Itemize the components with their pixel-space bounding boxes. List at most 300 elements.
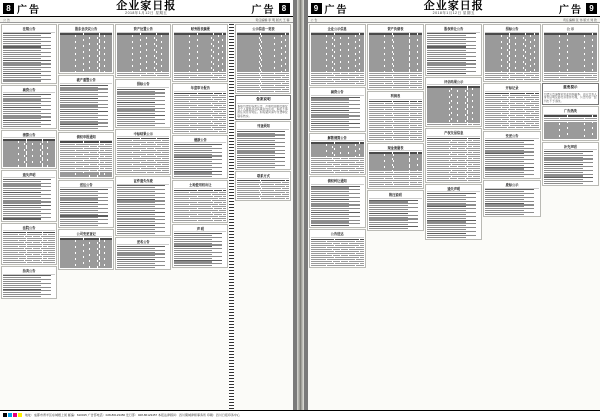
ad-block-title: 联系方式: [237, 173, 289, 180]
data-table: [311, 239, 364, 266]
ad-block[interactable]: [115, 237, 171, 270]
text-lines: [3, 179, 55, 220]
ad-block[interactable]: [58, 24, 114, 74]
table-row: [544, 79, 597, 80]
ad-block[interactable]: [172, 180, 228, 223]
data-table: [311, 142, 364, 173]
ad-block[interactable]: [1, 24, 57, 84]
ad-block-title: 遗失声明: [427, 186, 480, 193]
ad-block-title: 备案说明: [237, 97, 289, 104]
ad-block-title: 股东会决议公告: [60, 26, 112, 33]
table-cell: [399, 186, 406, 187]
ad-block-title: 利润表: [369, 93, 422, 100]
ad-block[interactable]: [309, 24, 366, 86]
right-ad-columns: [308, 23, 600, 410]
table-cell: [174, 79, 195, 80]
ad-block-title: 催款公告: [174, 137, 226, 144]
ad-block[interactable]: [542, 83, 599, 105]
table-row: [369, 87, 422, 88]
text-line: [3, 126, 41, 127]
table-cell: [393, 87, 409, 88]
table-cell: [369, 87, 393, 88]
ad-block[interactable]: [483, 180, 540, 217]
data-table: [544, 115, 597, 138]
table-cell: [544, 79, 566, 80]
table-cell: [174, 131, 189, 132]
text-line: [427, 73, 466, 74]
ad-block-title: 公示信息一览表: [237, 26, 289, 33]
table-cell: [451, 180, 467, 181]
text-line: [60, 128, 98, 129]
table-row: [311, 265, 364, 266]
text-lines: [311, 97, 364, 130]
text-lines: [117, 185, 169, 233]
table-cell: [360, 172, 364, 173]
ad-block-title: 年度审计报告: [174, 85, 226, 92]
ad-block[interactable]: [172, 224, 228, 268]
ad-block-title: 减资公告: [3, 87, 55, 94]
left-ad-columns: [0, 23, 293, 410]
ad-block-title: 解散清算公告: [311, 135, 364, 142]
ad-block[interactable]: [235, 24, 291, 94]
ad-block[interactable]: [367, 91, 424, 141]
page-folio-left-2: 8: [279, 3, 290, 14]
ad-block-title: 股权转让公告: [427, 26, 480, 33]
data-table: [237, 180, 289, 199]
data-table: [544, 33, 597, 80]
ad-block[interactable]: [235, 95, 291, 120]
text-lines: [117, 246, 169, 268]
ad-block[interactable]: [542, 142, 599, 186]
ad-block-title: 财务报表摘要: [174, 26, 226, 33]
table-cell: [468, 124, 472, 125]
page-gutter: [297, 0, 304, 410]
ad-block-title: 重要提示: [544, 85, 597, 92]
ad-block[interactable]: [58, 229, 114, 270]
table-cell: [356, 265, 364, 266]
ad-block[interactable]: [425, 77, 482, 127]
ad-block-title: 减资公告: [311, 89, 364, 96]
ad-block-title: 开标记录: [485, 85, 538, 92]
table-cell: [277, 198, 285, 199]
ad-block-title: 补充声明: [544, 144, 597, 151]
table-cell: [3, 165, 18, 166]
table-cell: [286, 198, 290, 199]
table-row: [485, 127, 538, 128]
ad-block[interactable]: [1, 130, 57, 169]
ad-block-title: 刊登须知: [237, 123, 289, 130]
ad-block-title: 破产重整公告: [60, 77, 112, 84]
ad-block-title: 声 明: [174, 226, 226, 233]
ad-block[interactable]: [58, 180, 114, 228]
ad-column: [115, 24, 171, 409]
ad-block-title: 评估结果公示: [427, 79, 480, 86]
table-cell: [369, 139, 385, 140]
table-cell: [43, 262, 51, 263]
table-row: [311, 172, 364, 173]
ad-block-title: 遗失声明: [3, 172, 55, 179]
table-row: [369, 139, 422, 140]
ad-block[interactable]: [483, 24, 540, 82]
text-line: [311, 225, 350, 226]
ad-block-title: 现金流量表: [369, 145, 422, 152]
table-cell: [260, 91, 267, 92]
table-cell: [157, 75, 165, 76]
ad-block[interactable]: [425, 184, 482, 240]
table-cell: [418, 87, 422, 88]
right-subbar-right: 责任编辑 张 伟 版式 刘 欣: [563, 18, 597, 22]
data-table: [117, 33, 169, 76]
table-cell: [139, 172, 146, 173]
text-lines: [485, 189, 538, 215]
table-row: [174, 220, 226, 221]
paper-title-left: 企业家日报: [116, 0, 176, 12]
ad-column: [172, 24, 228, 409]
table-cell: [508, 127, 515, 128]
text-lines: [3, 94, 55, 127]
table-cell: [165, 75, 169, 76]
ad-block[interactable]: [115, 79, 171, 127]
ad-block-title: 公 示: [544, 26, 597, 33]
table-cell: [335, 172, 351, 173]
table-cell: [485, 127, 507, 128]
right-masthead: [308, 0, 600, 17]
data-table: [60, 238, 112, 267]
table-row: [369, 186, 422, 187]
text-lines: [117, 89, 169, 126]
table-cell: [219, 131, 227, 132]
ad-block[interactable]: [309, 133, 366, 176]
table-row: [427, 180, 480, 181]
data-table: [60, 33, 112, 72]
table-cell: [105, 71, 113, 72]
table-row: [60, 175, 112, 176]
table-cell: [427, 124, 443, 125]
table-cell: [544, 137, 566, 138]
ad-block-title: 债权申报通知: [60, 134, 112, 141]
spread-footer: [0, 410, 600, 419]
table-cell: [48, 165, 56, 166]
ad-block-title: 中标结果公示: [117, 131, 169, 138]
table-row: [237, 91, 289, 92]
table-row: [60, 71, 112, 72]
text-lines: [60, 189, 112, 226]
text-line: [544, 183, 583, 184]
ad-block[interactable]: [425, 24, 482, 76]
table-cell: [452, 124, 468, 125]
table-cell: [90, 266, 97, 267]
table-cell: [468, 180, 476, 181]
ad-block[interactable]: [58, 132, 114, 179]
table-cell: [237, 91, 258, 92]
ad-column: [367, 24, 424, 409]
color-swatch: [3, 413, 7, 417]
ad-block-title: 证件遗失作废: [117, 178, 169, 185]
table-cell: [566, 137, 573, 138]
data-table: [174, 190, 226, 221]
table-cell: [212, 79, 226, 80]
table-cell: [473, 124, 481, 125]
text-line: [117, 233, 155, 234]
text-line: [237, 167, 275, 168]
ad-block[interactable]: [367, 190, 424, 231]
table-cell: [485, 79, 507, 80]
ad-block-title: 清算公告: [3, 132, 55, 139]
ad-column: [235, 24, 291, 409]
ad-block-title: 送达公告: [60, 182, 112, 189]
left-subbar-right: 责任编辑 李 明 版式 王 蓉: [255, 18, 289, 22]
ad-block[interactable]: [1, 223, 57, 266]
table-cell: [524, 79, 539, 80]
table-cell: [574, 79, 581, 80]
table-cell: [196, 79, 203, 80]
ad-block-title: 企业公示信息: [311, 26, 364, 33]
table-cell: [90, 175, 97, 176]
table-cell: [261, 198, 276, 199]
table-cell: [410, 87, 418, 88]
ad-block-title: 资产负债表: [369, 26, 422, 33]
text-lines: [311, 186, 364, 227]
text-lines: [427, 193, 480, 238]
text-lines: [544, 151, 597, 184]
color-swatch: [13, 413, 17, 417]
page-folio-right-2: 9: [586, 3, 597, 14]
ad-block[interactable]: [1, 170, 57, 222]
table-cell: [98, 175, 112, 176]
table-cell: [100, 71, 104, 72]
text-lines: [369, 200, 422, 229]
table-row: [237, 198, 289, 199]
table-cell: [407, 186, 422, 187]
page-folio-right: 9: [311, 3, 322, 14]
text-line: [174, 265, 212, 266]
data-table: [369, 101, 422, 140]
table-row: [485, 79, 538, 80]
table-cell: [141, 75, 156, 76]
table-cell: [76, 71, 84, 72]
table-cell: [335, 265, 351, 266]
ad-block[interactable]: [425, 128, 482, 182]
table-cell: [174, 220, 197, 221]
ad-block-title: 招标公告: [485, 26, 538, 33]
table-cell: [385, 139, 393, 140]
table-cell: [214, 220, 222, 221]
table-cell: [275, 91, 289, 92]
text-lines: [237, 131, 289, 168]
table-cell: [476, 180, 480, 181]
ad-block-title: 广告热线: [544, 108, 597, 115]
ad-block-note: 本版刊登的各类公告、声明均由委托单位及个人提供并对其真实性负责，本报不承担任何连带责任。如有疑问请与刊登单位联系核实。: [237, 105, 289, 119]
table-cell: [27, 262, 42, 263]
text-line: [60, 225, 98, 226]
table-cell: [190, 131, 198, 132]
table-cell: [391, 186, 398, 187]
ad-block[interactable]: [235, 171, 291, 202]
table-cell: [516, 79, 523, 80]
ad-block-title: 产权交易信息: [427, 130, 480, 137]
ad-block[interactable]: [483, 131, 540, 179]
table-cell: [414, 139, 422, 140]
table-cell: [443, 124, 451, 125]
table-row: [544, 137, 597, 138]
table-cell: [60, 71, 75, 72]
table-cell: [508, 79, 515, 80]
table-cell: [198, 220, 213, 221]
ad-block[interactable]: [172, 135, 228, 179]
ad-block[interactable]: [367, 24, 424, 90]
data-table: [3, 139, 55, 166]
data-table: [427, 138, 480, 181]
ad-block-title: 附注说明: [369, 192, 422, 199]
right-page: [308, 0, 600, 410]
ad-block[interactable]: [309, 229, 366, 268]
table-cell: [27, 165, 42, 166]
table-cell: [516, 127, 523, 128]
table-cell: [214, 131, 218, 132]
table-cell: [43, 165, 47, 166]
table-cell: [311, 83, 327, 84]
ad-block[interactable]: [309, 87, 366, 131]
ad-column: [1, 24, 57, 409]
left-page: [0, 0, 293, 410]
table-cell: [369, 186, 391, 187]
ad-block[interactable]: [235, 121, 291, 169]
table-cell: [410, 139, 414, 140]
paper-dateline-left: 2018年1月12日 星期五: [125, 12, 167, 16]
text-line: [174, 176, 212, 177]
ad-block[interactable]: [542, 106, 599, 141]
color-swatch: [8, 413, 12, 417]
ad-column: [425, 24, 482, 409]
ad-block[interactable]: [1, 266, 57, 299]
data-table: [427, 86, 480, 125]
text-lines: [60, 85, 112, 130]
table-cell: [237, 198, 260, 199]
table-cell: [582, 79, 597, 80]
color-swatch: [18, 413, 22, 417]
ad-block-title: 拍卖公告: [3, 268, 55, 275]
ad-block[interactable]: [542, 24, 599, 82]
table-row: [3, 262, 55, 263]
text-lines: [3, 33, 55, 81]
ad-block-title: 更名公告: [117, 239, 169, 246]
table-cell: [427, 180, 451, 181]
table-cell: [3, 262, 26, 263]
table-cell: [98, 266, 112, 267]
text-line: [3, 296, 41, 297]
section-label-right: 广告: [325, 1, 349, 16]
table-cell: [82, 266, 89, 267]
ad-block-title: 债权转让通知: [311, 178, 364, 185]
ad-block-title: 公司变更登记: [60, 231, 112, 238]
paper-title-right: 企业家日报: [424, 0, 484, 12]
table-row: [117, 75, 169, 76]
table-cell: [335, 83, 351, 84]
ad-block[interactable]: [1, 85, 57, 129]
section-label-left: 广告: [17, 1, 41, 16]
table-row: [60, 266, 112, 267]
table-cell: [327, 83, 335, 84]
table-cell: [147, 172, 154, 173]
table-row: [427, 124, 480, 125]
ad-block-title: 注销公告: [3, 26, 55, 33]
table-cell: [84, 71, 99, 72]
ad-block-title: 土地使用权出让: [174, 182, 226, 189]
text-line: [3, 218, 41, 219]
ad-block[interactable]: [367, 143, 424, 190]
table-row: [174, 131, 226, 132]
ad-block[interactable]: [172, 24, 228, 82]
ad-column: [309, 24, 366, 409]
table-cell: [155, 172, 169, 173]
text-line: [485, 214, 524, 215]
left-subbar-left: 公 告: [3, 18, 10, 22]
table-cell: [267, 91, 274, 92]
table-row: [174, 79, 226, 80]
table-cell: [394, 139, 410, 140]
table-cell: [351, 172, 359, 173]
table-row: [3, 165, 55, 166]
table-cell: [223, 220, 227, 221]
ad-block[interactable]: [115, 24, 171, 78]
ad-block[interactable]: [58, 75, 114, 131]
ad-block[interactable]: [172, 83, 228, 133]
table-cell: [566, 79, 573, 80]
table-cell: [356, 83, 364, 84]
table-cell: [117, 172, 138, 173]
table-row: [117, 172, 169, 173]
data-table: [3, 232, 55, 263]
text-lines: [3, 275, 55, 297]
ad-block-title: 资产处置公告: [117, 26, 169, 33]
table-cell: [574, 137, 581, 138]
ad-column: [542, 24, 599, 409]
section-label-right-2: 广告: [559, 1, 583, 16]
text-line: [369, 228, 408, 229]
text-line: [117, 125, 155, 126]
data-table: [60, 141, 112, 176]
table-cell: [204, 79, 211, 80]
text-lines: [174, 144, 226, 177]
ad-column: [58, 24, 114, 409]
table-cell: [19, 165, 27, 166]
table-cell: [311, 172, 335, 173]
table-cell: [524, 127, 539, 128]
ad-block-title: 变更公告: [485, 133, 538, 140]
ad-block[interactable]: [115, 129, 171, 176]
text-lines: [427, 33, 480, 74]
data-table: [311, 33, 364, 84]
table-cell: [351, 265, 355, 266]
page-folio-left: 8: [3, 3, 14, 14]
table-cell: [117, 75, 140, 76]
footer-text: 地址：成都市青羊区东城根上街 邮编：610015 广告部电话：028-86123456 发行部：028-86123457 本报法律顾问：四川蜀城律师事务所 印刷：四川日报印务中心: [25, 413, 240, 417]
table-cell: [198, 131, 213, 132]
data-table: [369, 33, 422, 88]
text-line: [117, 267, 155, 268]
data-table: [485, 33, 538, 80]
data-table: [237, 33, 289, 92]
data-table: [485, 93, 538, 128]
right-subbar-left: 公 告: [311, 18, 318, 22]
table-cell: [51, 262, 55, 263]
paper-dateline-right: 2018年1月12日 星期五: [433, 12, 475, 16]
ad-block[interactable]: [309, 176, 366, 228]
ad-block[interactable]: [483, 83, 540, 130]
ad-block[interactable]: [115, 176, 171, 236]
table-cell: [311, 265, 327, 266]
text-line: [3, 80, 41, 81]
